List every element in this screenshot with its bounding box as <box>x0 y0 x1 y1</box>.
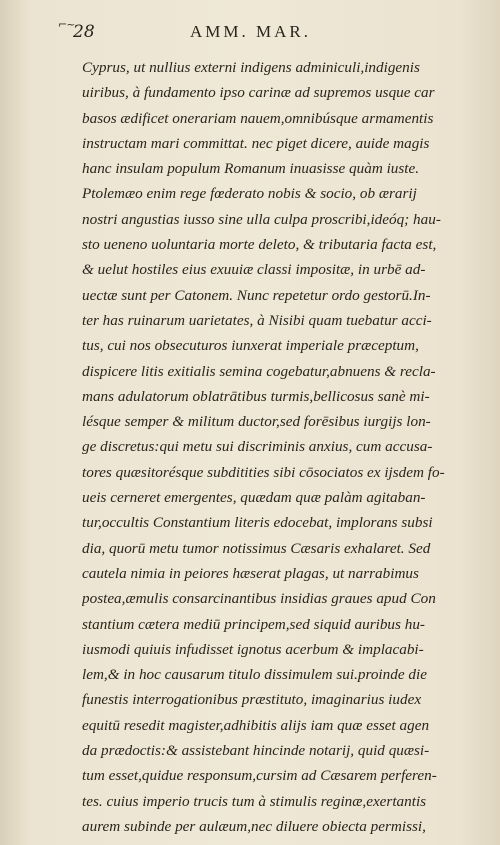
text-line: Ptolemæo enim rege fœderato nobis & socio, ob ærarij <box>82 185 417 203</box>
text-line: instructam mari committat. nec piget dicere, auide magis <box>82 134 430 152</box>
text-line: uiribus, à fundamento ipso carinæ ad supremos usque car <box>82 84 435 102</box>
text-line: ueis cerneret emergentes, quædam quæ palàm agitaban- <box>82 489 426 507</box>
text-line: iusmodi quiuis infudisset ignotus acerbum & implacabi- <box>82 640 424 658</box>
corner-mark: ⌐~ <box>58 18 75 31</box>
text-line: tes. cuius imperio trucis tum à stimulis reginæ,exertantis <box>82 792 427 810</box>
text-line: postea,æmulis consarcinantibus insidias graues apud Con <box>82 590 436 608</box>
text-line: nostri angustias iusso sine ulla culpa proscribi,ideóq; hau- <box>82 210 441 228</box>
body-text <box>82 55 460 839</box>
text-line: Cyprus, ut nullius externi indigens adminiculi,indigenis <box>82 59 420 76</box>
text-line: lésque semper & militum ductor,sed forēsibus iurgijs lon- <box>82 413 431 431</box>
text-line: aurem subinde per aulæum,nec diluere obiecta permissi, <box>82 817 426 835</box>
page-number: 28 <box>73 22 95 42</box>
text-line: tur,occultis Constantium literis edocebat, implorans subsi <box>82 514 433 532</box>
text-line: funestis interrogationibus præstituto, imaginarius iudex <box>82 691 422 709</box>
text-line: tores quæsitorésque subditities sibi cōsociatos ex ijsdem fo- <box>82 463 445 481</box>
text-line: uectæ sunt per Catonem. Nunc repetetur ordo gestorū.In- <box>82 286 431 304</box>
text-line: dia, quorū metu tumor notissimus Cæsaris exhalaret. Sed <box>82 539 431 557</box>
text-line: cautela nimia in peiores hæserat plagas, ut narrabimus <box>82 564 419 582</box>
text-line: sto ueneno uoluntaria morte deleto, & tributaria facta est, <box>82 236 437 254</box>
text-line: ge discretus:qui metu sui discriminis anxius, cum accusa- <box>82 438 433 456</box>
text-line: lem,& in hoc causarum titulo dissimulem sui.proinde die <box>82 666 427 684</box>
text-line: hanc insulam populum Romanum inuasisse quàm iuste. <box>82 160 420 178</box>
text-line: tum esset,quidue responsum,cursim ad Cæsarem perferen- <box>82 767 437 785</box>
text-line: & uelut hostiles eius exuuiæ classi impositæ, in urbē ad- <box>82 261 426 279</box>
text-line: equitū resedit magister,adhibitis alijs iam quæ esset agen <box>82 716 430 734</box>
text-line: tus, cui nos obsecuturos iunxerat imperiale præceptum, <box>82 337 419 355</box>
running-head: AMM. MAR. <box>190 22 311 41</box>
text-line: mans adulatorum oblatrātibus turmis,bellicosus sanè mi- <box>82 387 430 405</box>
text-line: ter has ruinarum uarietates, à Nisibi quam tuebatur acci- <box>82 311 432 329</box>
text-line: basos ædificet onerariam nauem,omnibúsque armamentis <box>82 109 434 127</box>
text-line: da prædoctis:& assistebant hincinde notarij, quid quæsi- <box>82 742 430 760</box>
text-line: stantium cætera mediū principem,sed siquid auribus hu- <box>82 615 425 633</box>
text-line: dispicere litis exitialis semina cogebatur,abnuens & recla- <box>82 362 436 380</box>
